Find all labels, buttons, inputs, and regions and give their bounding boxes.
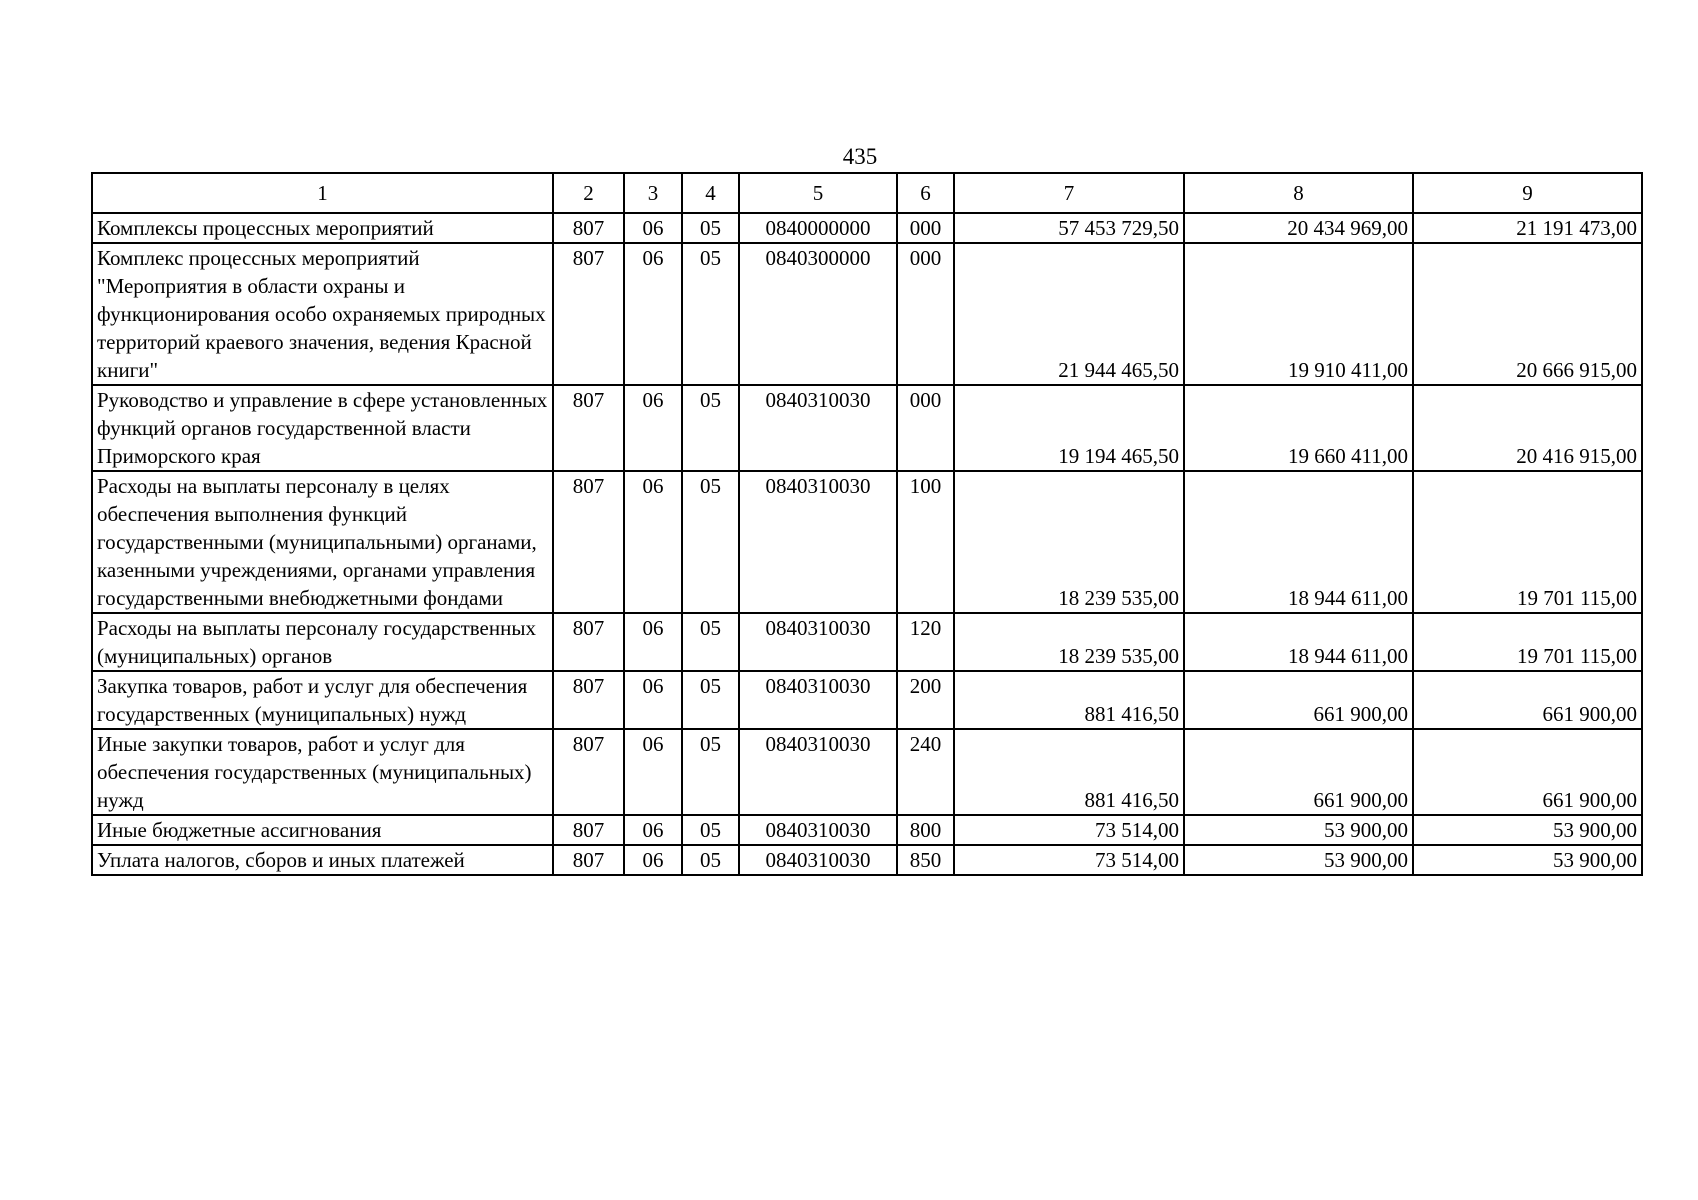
- table-row: [92, 385, 1642, 471]
- cell-subsection: 05: [682, 671, 739, 729]
- column-header: 2: [553, 173, 624, 213]
- cell-admin-code: 807: [553, 471, 624, 613]
- cell-expense-type: 800: [897, 815, 954, 845]
- cell-admin-code: 807: [553, 845, 624, 875]
- cell-expense-type: 240: [897, 729, 954, 815]
- cell-admin-code: 807: [553, 243, 624, 385]
- cell-subsection: 05: [682, 613, 739, 671]
- row-name: Комплексы процессных мероприятий: [92, 213, 553, 243]
- cell-amount-col8: 53 900,00: [1184, 845, 1413, 875]
- cell-target-article: 0840310030: [739, 845, 897, 875]
- cell-expense-type: 000: [897, 213, 954, 243]
- table-row: [92, 613, 1642, 671]
- cell-expense-type: 120: [897, 613, 954, 671]
- cell-admin-code: 807: [553, 213, 624, 243]
- cell-expense-type: 000: [897, 385, 954, 471]
- cell-amount-col7: 57 453 729,50: [954, 213, 1184, 243]
- cell-amount-col7: 18 239 535,00: [954, 471, 1184, 613]
- column-header: 5: [739, 173, 897, 213]
- cell-target-article: 0840310030: [739, 471, 897, 613]
- cell-amount-col9: 19 701 115,00: [1413, 613, 1642, 671]
- cell-target-article: 0840310030: [739, 815, 897, 845]
- cell-section: 06: [624, 213, 682, 243]
- cell-amount-col8: 18 944 611,00: [1184, 471, 1413, 613]
- cell-expense-type: 200: [897, 671, 954, 729]
- row-name: Уплата налогов, сборов и иных платежей: [92, 845, 553, 875]
- cell-amount-col8: 19 910 411,00: [1184, 243, 1413, 385]
- table-row: [92, 729, 1642, 815]
- cell-section: 06: [624, 613, 682, 671]
- cell-amount-col9: 20 416 915,00: [1413, 385, 1642, 471]
- cell-subsection: 05: [682, 471, 739, 613]
- cell-section: 06: [624, 845, 682, 875]
- cell-amount-col7: 881 416,50: [954, 729, 1184, 815]
- cell-amount-col7: 21 944 465,50: [954, 243, 1184, 385]
- cell-admin-code: 807: [553, 385, 624, 471]
- cell-amount-col8: 661 900,00: [1184, 729, 1413, 815]
- page-number: 435: [842, 144, 878, 169]
- cell-amount-col8: 19 660 411,00: [1184, 385, 1413, 471]
- cell-amount-col7: 73 514,00: [954, 845, 1184, 875]
- header-row: [92, 173, 1642, 213]
- column-header: 3: [624, 173, 682, 213]
- cell-amount-col7: 73 514,00: [954, 815, 1184, 845]
- cell-amount-col9: 53 900,00: [1413, 845, 1642, 875]
- cell-admin-code: 807: [553, 729, 624, 815]
- cell-amount-col9: 21 191 473,00: [1413, 213, 1642, 243]
- cell-amount-col7: 881 416,50: [954, 671, 1184, 729]
- row-name: Закупка товаров, работ и услуг для обеспечения государственных (муниципальных) нужд: [92, 671, 553, 729]
- cell-amount-col8: 18 944 611,00: [1184, 613, 1413, 671]
- table-row: [92, 671, 1642, 729]
- cell-section: 06: [624, 729, 682, 815]
- cell-expense-type: 100: [897, 471, 954, 613]
- cell-amount-col8: 661 900,00: [1184, 671, 1413, 729]
- cell-subsection: 05: [682, 815, 739, 845]
- cell-target-article: 0840310030: [739, 385, 897, 471]
- cell-admin-code: 807: [553, 671, 624, 729]
- table-row: [92, 243, 1642, 385]
- cell-admin-code: 807: [553, 815, 624, 845]
- cell-amount-col8: 20 434 969,00: [1184, 213, 1413, 243]
- column-header: 9: [1413, 173, 1642, 213]
- cell-target-article: 0840310030: [739, 613, 897, 671]
- column-header: 7: [954, 173, 1184, 213]
- cell-section: 06: [624, 385, 682, 471]
- cell-section: 06: [624, 471, 682, 613]
- cell-amount-col9: 20 666 915,00: [1413, 243, 1642, 385]
- cell-amount-col9: 53 900,00: [1413, 815, 1642, 845]
- column-header: 1: [92, 173, 553, 213]
- cell-amount-col8: 53 900,00: [1184, 815, 1413, 845]
- cell-subsection: 05: [682, 729, 739, 815]
- table-row: [92, 815, 1642, 845]
- table-row: [92, 213, 1642, 243]
- cell-amount-col9: 661 900,00: [1413, 729, 1642, 815]
- cell-section: 06: [624, 815, 682, 845]
- row-name: Расходы на выплаты персоналу в целях обеспечения выполнения функций государственными (муниципальными) органами, казенными учреждениями, органами управления государственными внебюджетными фондами: [92, 471, 553, 613]
- table-row: [92, 845, 1642, 875]
- cell-target-article: 0840310030: [739, 729, 897, 815]
- cell-expense-type: 850: [897, 845, 954, 875]
- cell-expense-type: 000: [897, 243, 954, 385]
- cell-admin-code: 807: [553, 613, 624, 671]
- cell-target-article: 0840300000: [739, 243, 897, 385]
- cell-subsection: 05: [682, 845, 739, 875]
- row-name: Иные закупки товаров, работ и услуг для обеспечения государственных (муниципальных) нужд: [92, 729, 553, 815]
- row-name: Комплекс процессных мероприятий "Мероприятия в области охраны и функционирования особо охраняемых природных территорий краевого значения, ведения Красной книги": [92, 243, 553, 385]
- cell-amount-col7: 18 239 535,00: [954, 613, 1184, 671]
- row-name: Иные бюджетные ассигнования: [92, 815, 553, 845]
- cell-target-article: 0840310030: [739, 671, 897, 729]
- cell-subsection: 05: [682, 385, 739, 471]
- cell-amount-col9: 19 701 115,00: [1413, 471, 1642, 613]
- column-header: 4: [682, 173, 739, 213]
- column-header: 6: [897, 173, 954, 213]
- cell-subsection: 05: [682, 243, 739, 385]
- cell-section: 06: [624, 243, 682, 385]
- cell-section: 06: [624, 671, 682, 729]
- budget-table: [91, 172, 1643, 876]
- cell-amount-col9: 661 900,00: [1413, 671, 1642, 729]
- column-header: 8: [1184, 173, 1413, 213]
- row-name: Расходы на выплаты персоналу государственных (муниципальных) органов: [92, 613, 553, 671]
- cell-amount-col7: 19 194 465,50: [954, 385, 1184, 471]
- row-name: Руководство и управление в сфере установленных функций органов государственной власти Приморского края: [92, 385, 553, 471]
- cell-subsection: 05: [682, 213, 739, 243]
- table-row: [92, 471, 1642, 613]
- cell-target-article: 0840000000: [739, 213, 897, 243]
